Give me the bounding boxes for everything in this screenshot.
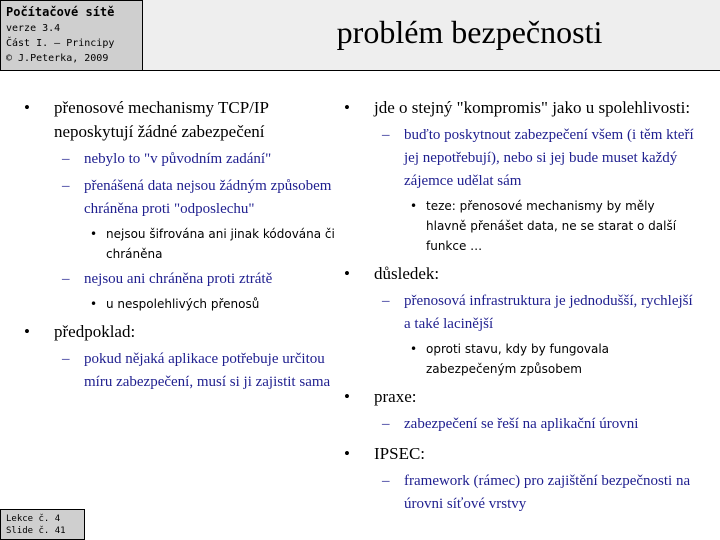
bullet-text: přenosové mechanismy TCP/IP neposkytují žádné zabezpečení <box>54 98 269 141</box>
bullet-icon: • <box>90 297 98 311</box>
bullet-no-security <box>24 96 338 314</box>
sub-bullet-app-level <box>374 413 694 436</box>
course-name: Počítačové sítě <box>6 5 115 19</box>
sub-bullet-framework <box>374 470 694 516</box>
course-info-box <box>0 0 143 71</box>
sub-bullet-text: buďto poskytnout zabezpečení všem (i těm kteří jej nepotřebují), nebo si jej bude muset každý zájemce udělat sám <box>404 127 694 189</box>
bullet-assumption <box>24 320 338 394</box>
sub-bullet-simpler <box>374 290 694 379</box>
slide-number-box <box>0 509 85 540</box>
sub-sub-bullet-text: teze: přenosové mechanismy by měly hlavně přenášet data, ne se starat o další funkce … <box>426 199 677 253</box>
bullet-icon: • <box>24 322 30 341</box>
bullet-icon: • <box>410 342 418 356</box>
sub-bullet-text: zabezpečení se řeší na aplikační úrovni <box>404 416 639 432</box>
left-column <box>24 96 338 400</box>
bullet-icon: • <box>344 444 350 463</box>
sub-sub-bullet-versus <box>404 339 694 379</box>
sub-sub-bullet-text: u nespolehlivých přenosů <box>106 297 260 311</box>
lesson-number: Lekce č. 4 <box>6 514 61 524</box>
sub-sub-bullet-not-encrypted <box>84 224 338 264</box>
slide-title: problém bezpečnosti <box>336 13 603 50</box>
bullet-icon: • <box>410 199 418 213</box>
bullet-icon: • <box>344 264 350 283</box>
bullet-consequence <box>344 262 694 379</box>
dash-icon: – <box>62 151 70 167</box>
sub-bullet-text: přenosová infrastruktura je jednodušší, rychlejší a také lacinější <box>404 293 693 332</box>
sub-bullet-text: přenášená data nejsou žádným způsobem chráněna proti "odposlechu" <box>84 178 332 217</box>
bullet-icon: • <box>24 98 30 117</box>
version-label: verze 3.4 <box>6 23 61 34</box>
bullet-compromise <box>344 96 694 256</box>
bullet-icon: • <box>344 387 350 406</box>
sub-bullet-app-security <box>54 348 338 394</box>
dash-icon: – <box>382 416 390 432</box>
sub-sub-bullet-text: oproti stavu, kdy by fungovala zabezpečeným způsobem <box>426 342 610 376</box>
right-column <box>344 96 694 522</box>
bullet-icon: • <box>344 98 350 117</box>
dash-icon: – <box>382 127 390 143</box>
copyright-label: © J.Peterka, 2009 <box>6 53 109 64</box>
part-label: Část I. – Principy <box>6 38 115 49</box>
sub-sub-bullet-text: nejsou šifrována ani jinak kódována či chráněna <box>106 227 335 261</box>
sub-bullet-text: nebylo to "v původním zadání" <box>84 151 272 167</box>
sub-bullet-loss <box>54 268 338 314</box>
sub-bullet-text: pokud nějaká aplikace potřebuje určitou míru zabezpečení, musí si ji zajistit sama <box>84 351 331 390</box>
dash-icon: – <box>62 178 70 194</box>
sub-bullet-not-original <box>54 148 338 171</box>
sub-bullet-either-or <box>374 124 694 256</box>
bullet-ipsec <box>344 442 694 516</box>
dash-icon: – <box>382 473 390 489</box>
bullet-text: IPSEC: <box>374 444 426 463</box>
dash-icon: – <box>62 271 70 287</box>
sub-sub-bullet-thesis <box>404 196 694 256</box>
bullet-text: praxe: <box>374 387 417 406</box>
bullet-icon: • <box>90 227 98 241</box>
sub-sub-bullet-unreliable <box>84 294 338 314</box>
sub-bullet-data-unprotected <box>54 175 338 264</box>
bullet-text: předpoklad: <box>54 322 136 341</box>
slide-number: Slide č. 41 <box>6 526 66 536</box>
sub-bullet-text: framework (rámec) pro zajištění bezpečnosti na úrovni síťové vrstvy <box>404 473 691 512</box>
bullet-text: důsledek: <box>374 264 440 283</box>
dash-icon: – <box>62 351 70 367</box>
bullet-text: jde o stejný "kompromis" jako u spolehlivosti: <box>374 98 691 117</box>
sub-bullet-text: nejsou ani chráněna proti ztrátě <box>84 271 273 287</box>
title-bar <box>143 0 720 71</box>
bullet-practice <box>344 385 694 436</box>
dash-icon: – <box>382 293 390 309</box>
